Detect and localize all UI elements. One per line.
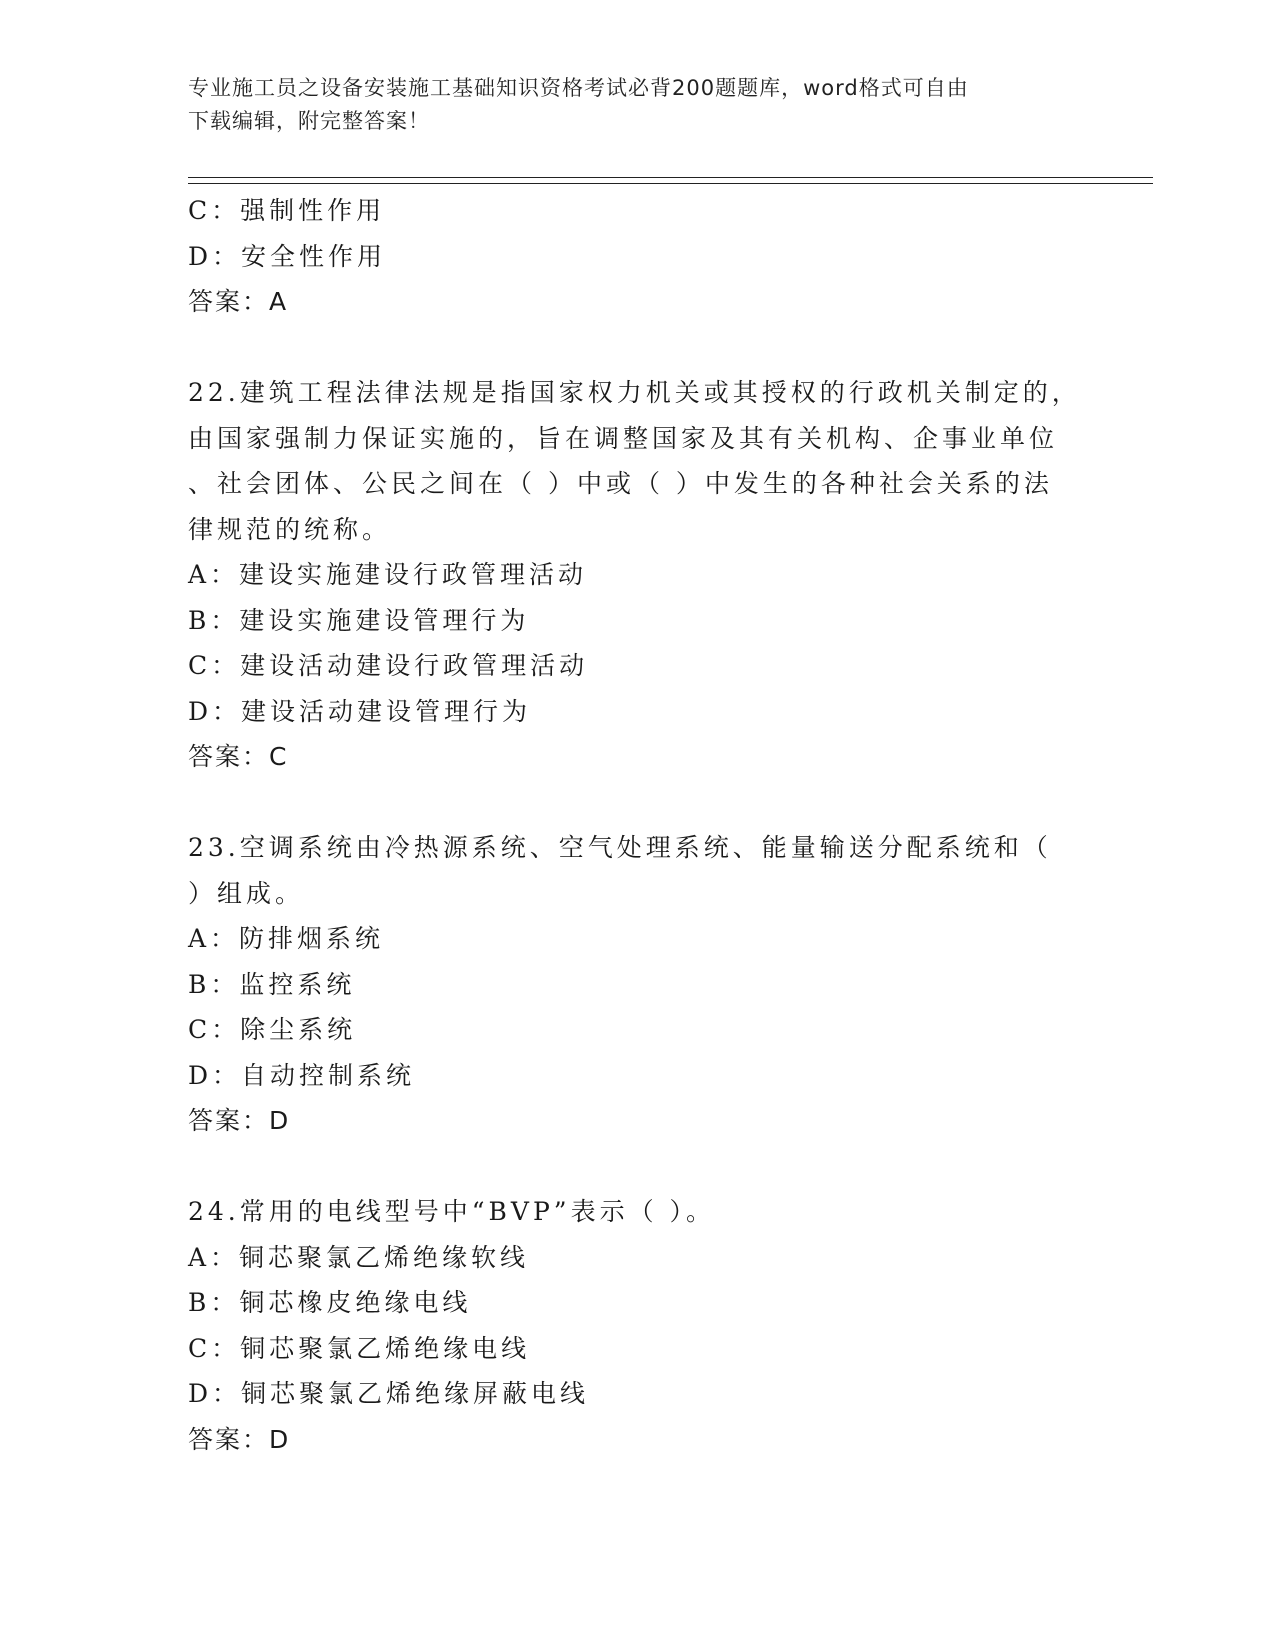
- option-d: D：自动控制系统: [188, 1060, 416, 1090]
- answer-line: 答案：D: [188, 1106, 291, 1135]
- document-header: [188, 72, 1068, 138]
- option-a: A：铜芯聚氯乙烯绝缘软线: [188, 1242, 530, 1272]
- header-line-1: 专业施工员之设备安装施工基础知识资格考试必背200题题库，word格式可自由: [188, 76, 969, 100]
- option-d: D：铜芯聚氯乙烯绝缘屏蔽电线: [188, 1379, 590, 1408]
- option-c: C：强制性作用: [188, 196, 386, 225]
- option-b: B：建设实施建设管理行为: [188, 605, 530, 635]
- question-text-line: 23.空调系统由冷热源系统、空气处理系统、能量输送分配系统和（: [188, 833, 1052, 862]
- question-21-tail: [188, 188, 1088, 325]
- option-b: B：监控系统: [188, 969, 356, 999]
- question-text-line: 由国家强制力保证实施的，旨在调整国家及其有关机构、企事业单位: [188, 423, 1059, 453]
- header-divider-top: [188, 177, 1153, 178]
- question-text-line: 、社会团体、公民之间在（ ）中或（ ）中发生的各种社会关系的法: [188, 469, 1053, 498]
- answer-line: 答案：D: [188, 1424, 291, 1454]
- option-c: C：建设活动建设行政管理活动: [188, 651, 589, 680]
- header-line-2: 下载编辑，附完整答案！: [188, 109, 430, 133]
- option-a: A：防排烟系统: [188, 924, 385, 953]
- option-d: D：安全性作用: [188, 241, 387, 271]
- option-a: A：建设实施建设行政管理活动: [188, 560, 588, 589]
- question-text-line: 律规范的统称。: [188, 514, 392, 544]
- spacer: [188, 780, 1088, 826]
- option-c: C：除尘系统: [188, 1015, 357, 1044]
- answer-line: 答案：A: [188, 287, 289, 316]
- header-divider-bottom: [188, 183, 1153, 184]
- question-text-line: 24.常用的电线型号中“BVP”表示（ ）。: [188, 1197, 716, 1226]
- answer-line: 答案：C: [188, 742, 289, 771]
- question-24: [188, 1189, 1088, 1462]
- document-body: [188, 188, 1088, 1462]
- spacer: [188, 325, 1088, 371]
- option-b: B：铜芯橡皮绝缘电线: [188, 1288, 472, 1317]
- option-c: C：铜芯聚氯乙烯绝缘电线: [188, 1333, 531, 1363]
- question-23: [188, 825, 1088, 1144]
- question-22: [188, 370, 1088, 780]
- spacer: [188, 1144, 1088, 1190]
- question-text-line: ）组成。: [188, 878, 305, 908]
- question-text-line: 22.建筑工程法律法规是指国家权力机关或其授权的行政机关制定的，: [188, 378, 1081, 407]
- option-d: D：建设活动建设管理行为: [188, 696, 532, 726]
